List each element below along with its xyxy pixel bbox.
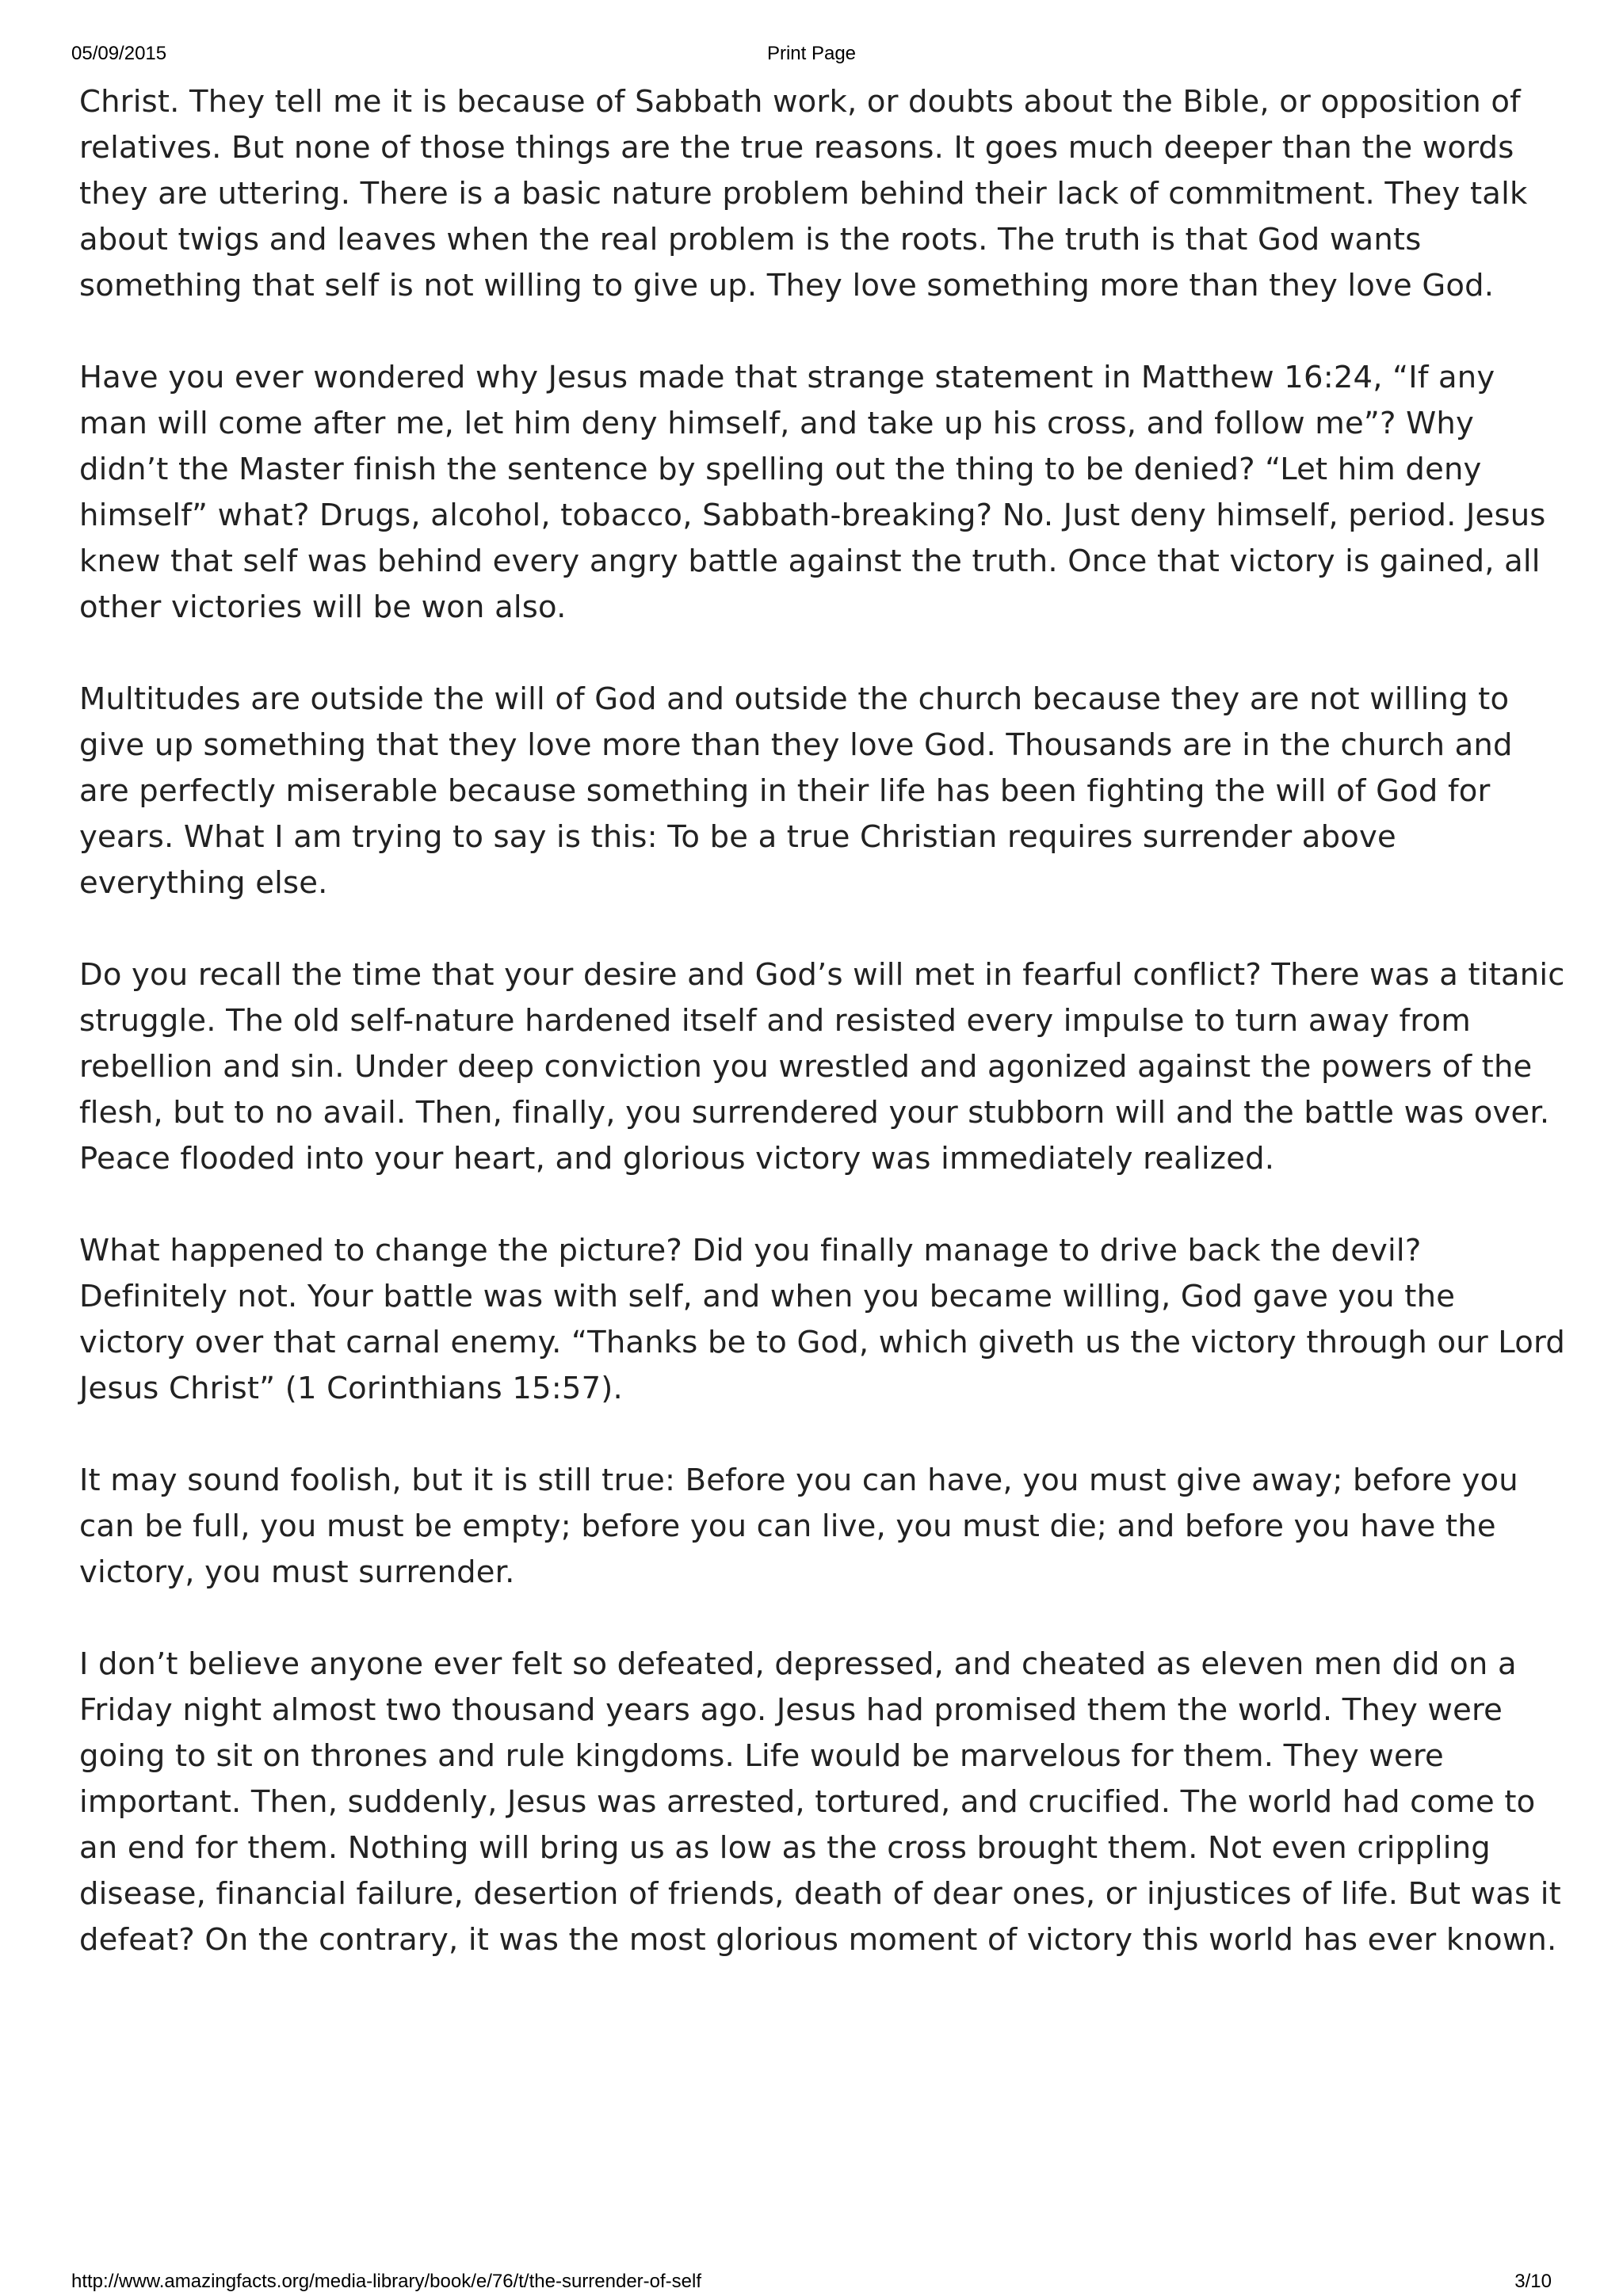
paragraph: Have you ever wondered why Jesus made that strange statement in Matthew 16:24, “If any man will come after me, let him deny himself, and take up his cross, and follow me”? Why didn’t the Master finish the sentence by spelling out the thing to be denied? “Let him deny himself” what? Drugs, alcohol, tobacco, Sabbath-breaking? No. Just deny himself, period. Jesus knew that self was behind every angry battle against the truth. Once that victory is gained, all other victories will be won also. bbox=[79, 360, 1546, 625]
paragraph: Multitudes are outside the will of God and outside the church because they are not willing to give up something that they love more than they love God. Thousands are in the church and are perfectly miserable because something in their life has been fighting the will of God for years. What I am trying to say is this: To be a true Christian requires surrender above everything else. bbox=[79, 681, 1513, 901]
print-page-title: Print Page bbox=[766, 43, 857, 64]
paragraph: Do you recall the time that your desire and God’s will met in fearful conflict? There was a titanic struggle. The old self-nature hardened itself and resisted every impulse to turn away from rebellion and sin. Under deep conviction you wrestled and agonized against the powers of the flesh, but to no avail. Then, finally, you surrendered your stubborn will and the battle was over. Peace flooded into your heart, and glorious victory was immediately realized. bbox=[79, 957, 1565, 1177]
print-header bbox=[71, 43, 1552, 70]
article-body bbox=[79, 79, 1569, 2009]
paragraph: Christ. They tell me it is because of Sabbath work, or doubts about the Bible, or opposition of relatives. But none of those things are the true reasons. It goes much deeper than the words they are uttering. There is a basic nature problem behind their lack of commitment. They talk about twigs and leaves when the real problem is the roots. The truth is that God wants something that self is not willing to give up. They love something more than they love God. bbox=[79, 84, 1528, 303]
print-footer bbox=[71, 2271, 1552, 2294]
source-url: http://www.amazingfacts.org/media-library/book/e/76/t/the-surrender-of-self bbox=[71, 2271, 702, 2292]
paragraph: It may sound foolish, but it is still true: Before you can have, you must give away; before you can be full, you must be empty; before you can live, you must die; and before you have the victory, you must surrender. bbox=[79, 1463, 1518, 1590]
page-number: 3/10 bbox=[1514, 2271, 1552, 2292]
paragraph: What happened to change the picture? Did you finally manage to drive back the devil? Definitely not. Your battle was with self, and when you became willing, God gave you the victory over that carnal enemy. “Thanks be to God, which giveth us the victory through our Lord Jesus Christ” (1 Corinthians 15:57). bbox=[79, 1233, 1566, 1406]
print-date: 05/09/2015 bbox=[71, 43, 167, 64]
paragraph: I don’t believe anyone ever felt so defeated, depressed, and cheated as eleven men did on a Friday night almost two thousand years ago. Jesus had promised them the world. They were going to sit on thrones and rule kingdoms. Life would be marvelous for them. They were important. Then, suddenly, Jesus was arrested, tortured, and crucified. The world had come to an end for them. Nothing will bring us as low as the cross brought them. Not even crippling disease, financial failure, desertion of friends, death of dear ones, or injustices of life. But was it defeat? On the contrary, it was the most glorious moment of victory this world has ever known. bbox=[79, 1646, 1561, 1958]
